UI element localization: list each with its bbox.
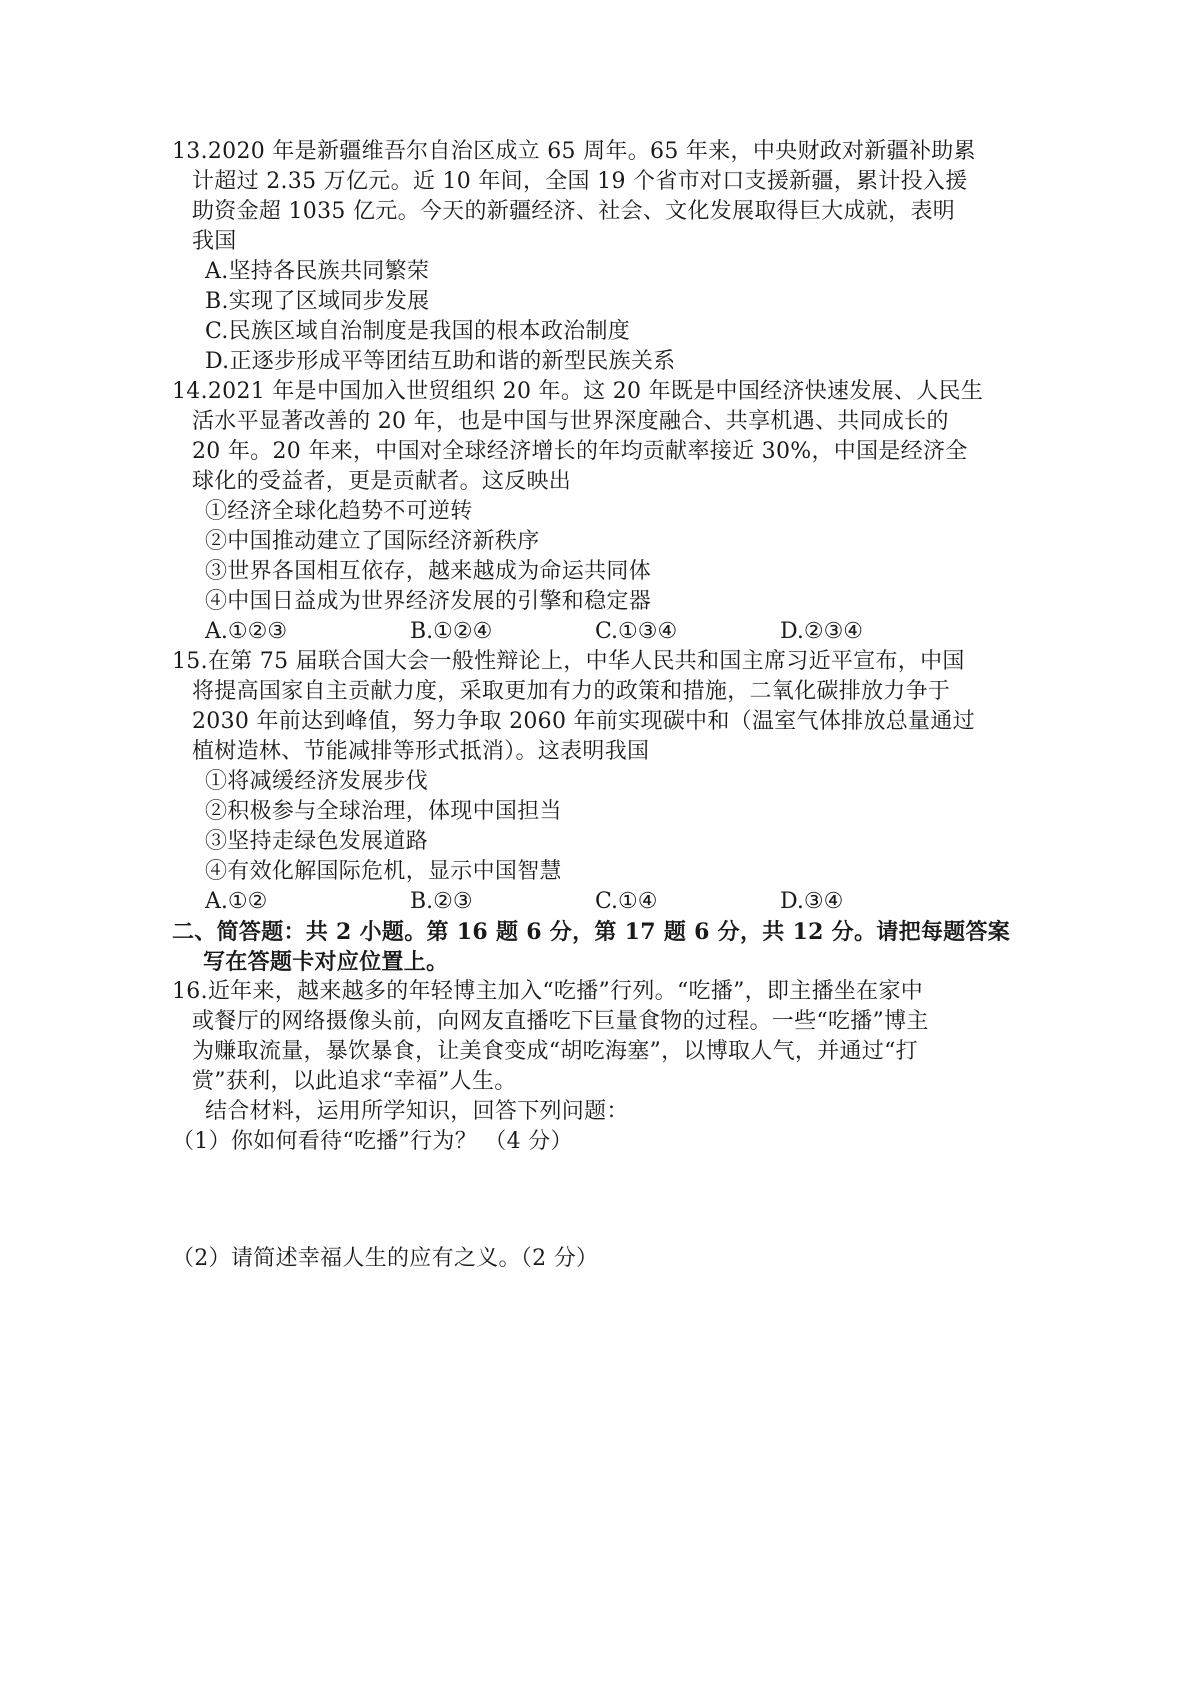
q13-line-3: 助资金超 1035 亿元。今天的新疆经济、社会、文化发展取得巨大成就，表明 xyxy=(192,199,956,224)
q13-option-d: D.正逐步形成平等团结互助和谐的新型民族关系 xyxy=(205,349,676,374)
q14-line-2: 活水平显著改善的 20 年，也是中国与世界深度融合、共享机遇、共同成长的 xyxy=(192,409,949,434)
q16-line-2: 或餐厅的网络摄像头前，向网友直播吃下巨量食物的过程。一些“吃播”博主 xyxy=(192,1009,929,1034)
q15-item-3: ③坚持走绿色发展道路 xyxy=(205,829,429,854)
q15-choice-d: D.③④ xyxy=(780,889,844,914)
q14-item-4: ④中国日益成为世界经济发展的引擎和稳定器 xyxy=(205,589,652,614)
q14-choice-b: B.①②④ xyxy=(410,619,493,644)
q13-option-b: B.实现了区域同步发展 xyxy=(205,289,430,314)
section2-heading-line-2: 写在答题卡对应位置上。 xyxy=(203,949,449,975)
q15-item-2: ②积极参与全球治理，体现中国担当 xyxy=(205,799,562,824)
q15-item-1: ①将减缓经济发展步伐 xyxy=(205,769,429,794)
q15-line-1: 15.在第 75 届联合国大会一般性辩论上，中华人民共和国主席习近平宣布，中国 xyxy=(172,649,965,674)
q14-choice-c: C.①③④ xyxy=(595,619,678,644)
q15-choice-c: C.①④ xyxy=(595,889,658,914)
q15-item-4: ④有效化解国际危机，显示中国智慧 xyxy=(205,859,562,884)
q13-line-2: 计超过 2.35 万亿元。近 10 年间，全国 19 个省市对口支援新疆，累计投入援 xyxy=(192,169,968,194)
q16-line-1: 16.近年来，越来越多的年轻博主加入“吃播”行列。“吃播”，即主播坐在家中 xyxy=(172,979,924,1004)
q14-line-4: 球化的受益者，更是贡献者。这反映出 xyxy=(192,469,572,494)
q13-line-1: 13.2020 年是新疆维吾尔自治区成立 65 周年。65 年来，中央财政对新疆补助累 xyxy=(172,139,976,164)
q15-choice-b: B.②③ xyxy=(410,889,473,914)
q16-line-3: 为赚取流量，暴饮暴食，让美食变成“胡吃海塞”，以博取人气，并通过“打 xyxy=(192,1039,918,1064)
q13-line-4: 我国 xyxy=(192,229,237,254)
q13-option-a: A.坚持各民族共同繁荣 xyxy=(205,259,430,284)
q15-line-3: 2030 年前达到峰值，努力争取 2060 年前实现碳中和（温室气体排放总量通过 xyxy=(192,709,975,734)
q16-prompt: 结合材料，运用所学知识，回答下列问题： xyxy=(205,1099,629,1124)
q14-line-1: 14.2021 年是中国加入世贸组织 20 年。这 20 年既是中国经济快速发展、人民生 xyxy=(172,379,984,404)
q13-option-c: C.民族区域自治制度是我国的根本政治制度 xyxy=(205,319,631,344)
q14-item-1: ①经济全球化趋势不可逆转 xyxy=(205,499,473,524)
q16-sub-question-2: （2）请简述幸福人生的应有之义。（2 分） xyxy=(172,1246,599,1271)
q15-line-4: 植树造林、节能减排等形式抵消）。这表明我国 xyxy=(192,739,650,764)
q14-item-3: ③世界各国相互依存，越来越成为命运共同体 xyxy=(205,559,652,584)
section2-heading-line-1: 二、简答题：共 2 小题。第 16 题 6 分，第 17 题 6 分，共 12 分。请把每题答案 xyxy=(172,919,1011,945)
q15-line-2: 将提高国家自主贡献力度，采取更加有力的政策和措施，二氧化碳排放力争于 xyxy=(192,679,951,704)
q14-line-3: 20 年。20 年来，中国对全球经济增长的年均贡献率接近 30%，中国是经济全 xyxy=(192,439,968,464)
q14-item-2: ②中国推动建立了国际经济新秩序 xyxy=(205,529,540,554)
q14-choice-d: D.②③④ xyxy=(780,619,864,644)
q16-sub-question-1: （1）你如何看待“吃播”行为？ （4 分） xyxy=(172,1129,573,1154)
q15-choice-a: A.①② xyxy=(205,889,268,914)
q14-choice-a: A.①②③ xyxy=(205,619,288,644)
q16-line-4: 赏”获利，以此追求“幸福”人生。 xyxy=(192,1069,517,1094)
